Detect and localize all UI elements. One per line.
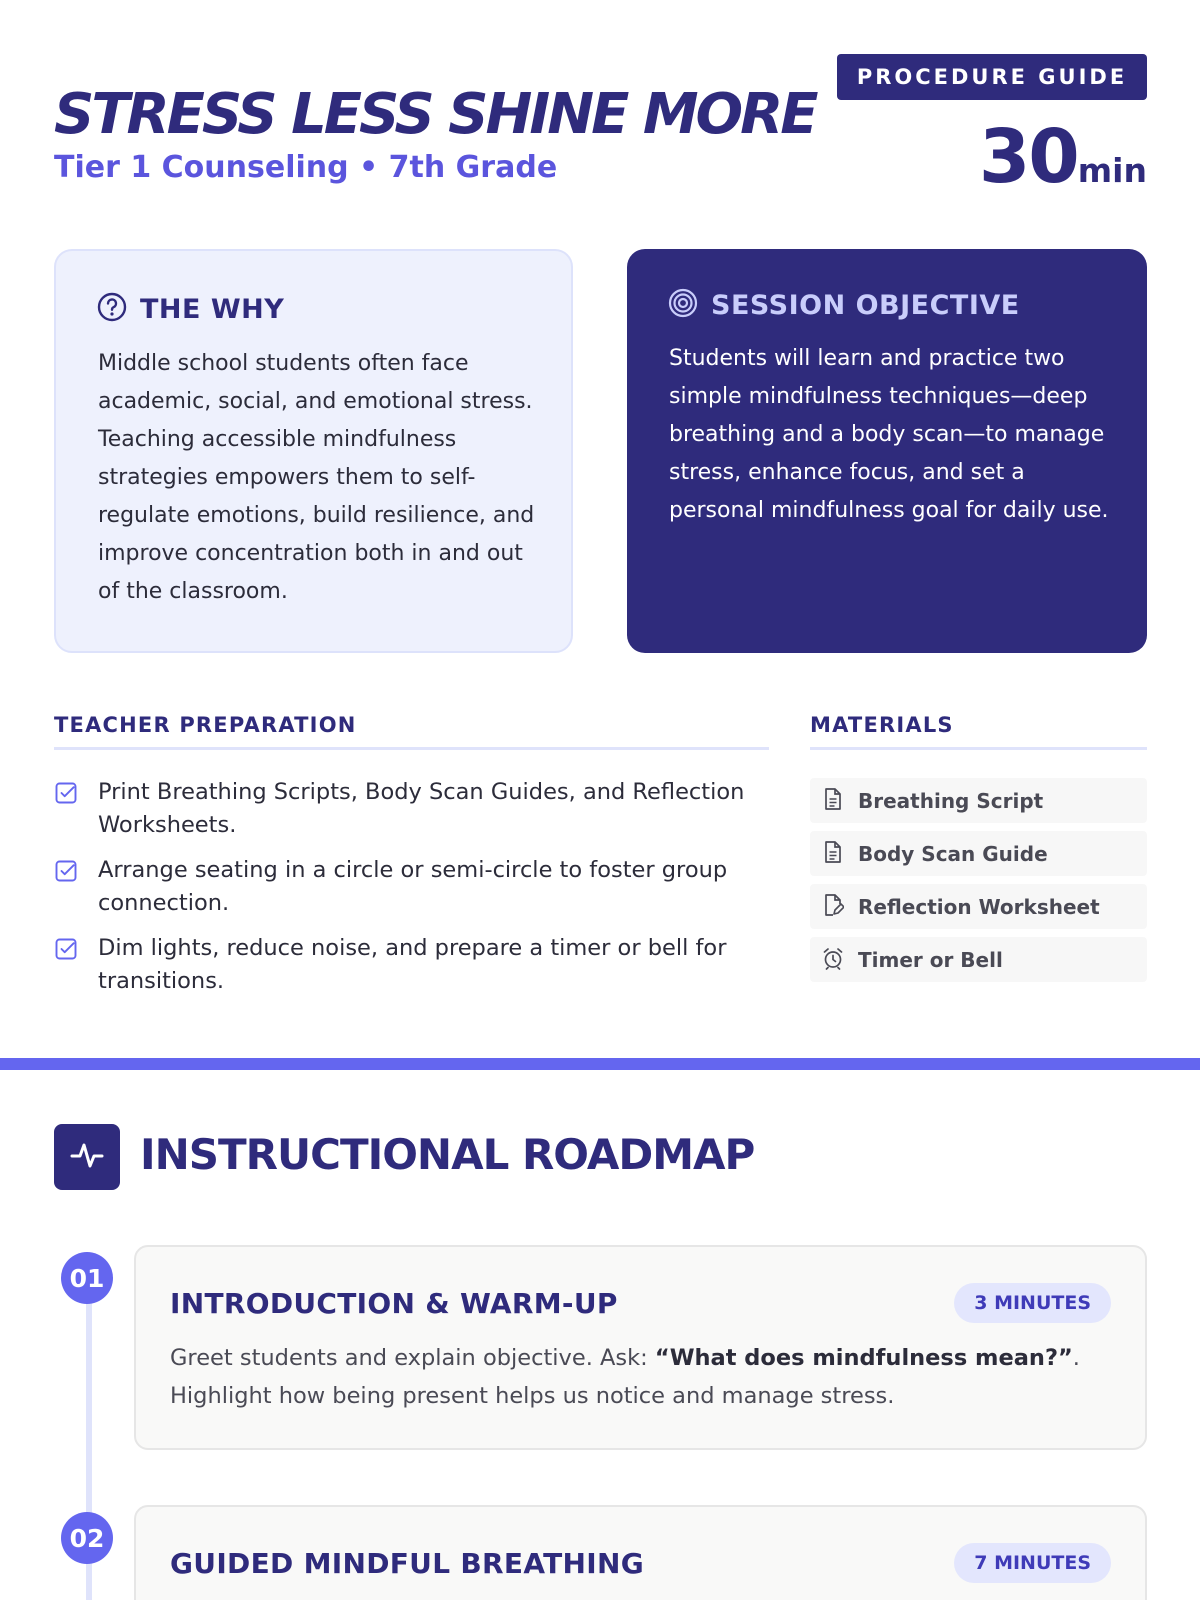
- section-divider: [0, 1058, 1200, 1070]
- preparation-item-text: Dim lights, reduce noise, and prepare a timer or bell for transitions.: [98, 935, 727, 994]
- why-heading: THE WHY: [140, 293, 285, 325]
- roadmap-step-card: [134, 1245, 1147, 1450]
- materials-divider: [810, 747, 1147, 750]
- activity-pulse-icon: [67, 1135, 107, 1179]
- material-item: [810, 778, 1147, 823]
- objective-body: Students will learn and practice two simple mindfulness techniques—deep breathing and a body scan—to manage stress, enhance focus, and set a personal mindfulness goal for daily use.: [669, 346, 1109, 523]
- roadmap-heading: INSTRUCTIONAL ROADMAP: [140, 1130, 755, 1179]
- roadmap-icon-box: [54, 1124, 120, 1190]
- checkbox-check-icon: [54, 859, 78, 920]
- preparation-item: [54, 932, 754, 998]
- why-body: Middle school students often face academic, social, and emotional stress. Teaching accessible mindfulness strategies empowers them to self-regulate emotions, build resilience, and improve concentration both in and out of the classroom.: [98, 351, 535, 604]
- step-title: GUIDED MINDFUL BREATHING: [170, 1547, 644, 1580]
- checkbox-check-icon: [54, 781, 78, 842]
- step-number-badge: 02: [61, 1512, 113, 1564]
- step-description-question: “What does mindfulness mean?”: [654, 1345, 1073, 1371]
- alarm-clock-icon: [822, 946, 844, 974]
- material-item-label: Timer or Bell: [858, 947, 1003, 972]
- objective-card: [627, 249, 1147, 653]
- procedure-guide-badge: PROCEDURE GUIDE: [837, 54, 1147, 100]
- step-duration-badge: 3 MINUTES: [954, 1283, 1111, 1323]
- preparation-item: [54, 854, 754, 920]
- why-card: [54, 249, 573, 653]
- preparation-item: [54, 776, 754, 842]
- page-subtitle: Tier 1 Counseling • 7th Grade: [54, 150, 558, 185]
- page-title: STRESS LESS SHINE MORE: [54, 82, 816, 147]
- material-item-label: Reflection Worksheet: [858, 894, 1100, 919]
- why-card-header: [96, 291, 284, 327]
- step-duration-badge: 7 MINUTES: [954, 1543, 1111, 1583]
- checkbox-check-icon: [54, 937, 78, 998]
- material-item: [810, 831, 1147, 876]
- material-item: [810, 937, 1147, 982]
- step-description-text: . Highlight how being present helps us notice and manage stress.: [170, 1345, 1080, 1409]
- duration-value: 30: [978, 114, 1078, 200]
- step-description: [170, 1339, 1100, 1415]
- material-item-label: Breathing Script: [858, 788, 1044, 813]
- materials-list: [810, 778, 1147, 990]
- material-item-label: Body Scan Guide: [858, 841, 1048, 866]
- document-edit-icon: [822, 893, 844, 921]
- preparation-divider: [54, 747, 769, 750]
- step-description-text: Greet students and explain objective. Ask:: [170, 1345, 655, 1371]
- preparation-item-text: Print Breathing Scripts, Body Scan Guides, and Reflection Worksheets.: [98, 779, 745, 838]
- duration-unit: min: [1077, 151, 1147, 190]
- materials-heading: MATERIALS: [810, 713, 954, 737]
- objective-heading: SESSION OBJECTIVE: [711, 289, 1020, 321]
- preparation-list: [54, 776, 754, 1010]
- target-icon: [667, 287, 699, 323]
- question-circle-icon: [96, 291, 128, 327]
- session-duration: [979, 114, 1147, 200]
- preparation-item-text: Arrange seating in a circle or semi-circle to foster group connection.: [98, 857, 728, 916]
- step-number-badge: 01: [61, 1252, 113, 1304]
- document-icon: [822, 840, 844, 868]
- material-item: [810, 884, 1147, 929]
- document-icon: [822, 787, 844, 815]
- step-title: INTRODUCTION & WARM-UP: [170, 1287, 618, 1320]
- objective-card-header: [667, 287, 1020, 323]
- preparation-heading: TEACHER PREPARATION: [54, 713, 357, 737]
- roadmap-step-card: [134, 1505, 1147, 1600]
